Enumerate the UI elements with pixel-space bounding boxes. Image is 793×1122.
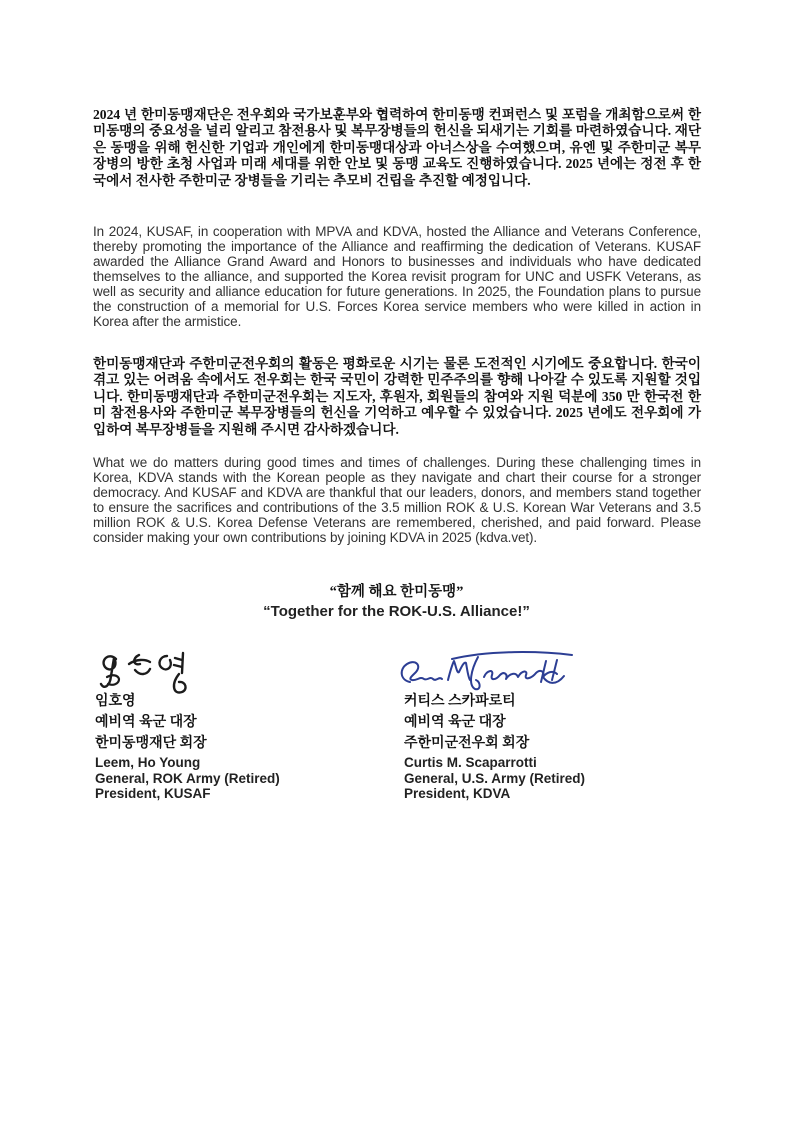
signatory-english-lines (404, 755, 585, 802)
signatory-english-name: Leem, Ho Young (95, 755, 201, 770)
slogan-english: “Together for the ROK-U.S. Alliance!” (263, 603, 530, 620)
signatory-korean-title: 한미동맹재단 회장 (95, 736, 207, 751)
signature-section (0, 645, 793, 825)
paragraph-korean-2024-activities: 2024 년 한미동맹재단은 전우회와 국가보훈부와 협력하여 한미동맹 컨퍼런스 및 포럼을 개최함으로써 한미동맹의 중요성을 널리 알리고 참전용사 및 복무장병들의 헌신을 되새기는 기회를 마련하였습니다. 재단은 동맹을 위해 헌신한 기업과 개인에게 한미동맹대상과 아너스상을 수여했으며, 유엔 및 주한미군 복무장병의 방한 초청 사업과 미래 세대를 위한 안보 및 동맹 교육도 진행하였습니다. 2025 년에는 정전 후 한국에서 전사한 주한미군 장병들을 기리는 추모비 건립을 추진할 예정입니다. (93, 107, 701, 188)
paragraph-english-2024-activities: In 2024, KUSAF, in cooperation with MPVA and KDVA, hosted the Alliance and Veterans Conference, thereby promoting the importance of the Alliance and reaffirming the dedication of Veterans. KUSAF awarded the Alliance Grand Award and Honors to businesses and individuals who have dedicated themselves to the alliance, and supported the Korea revisit program for UNC and USFK Veterans, as well as security and alliance education for future generations. In 2025, the Foundation plans to pursue the construction of a memorial for U.S. Forces Korea service members who were killed in action in Korea after the armistice. (93, 224, 701, 329)
paragraph-english-alliance-importance: What we do matters during good times and times of challenges. During these challenging times in Korea, KDVA stands with the Korean people as they navigate and chart their course for a stronger democracy. And KUSAF and KDVA are thankful that our leaders, donors, and members stand together to ensure the sacrifices and contributions of the 3.5 million ROK & U.S. Korean War Veterans and 3.5 million ROK & U.S. Korea Defense Veterans are remembered, cherished, and paid forward. Please consider making your own contributions by joining KDVA in 2025 (kdva.vet). (93, 455, 701, 545)
signatory-block-kdva-president (404, 645, 709, 820)
signatory-english-title: President, KUSAF (95, 786, 211, 801)
signatory-block-kusaf-president (95, 645, 400, 820)
signatory-english-rank: General, ROK Army (Retired) (95, 770, 280, 786)
slogan-korean: “함께 해요 한미동맹” (329, 584, 464, 600)
signatory-korean-name: 임호영 (95, 694, 136, 709)
signatory-korean-lines (95, 691, 207, 754)
signatory-english-name: Curtis M. Scaparrotti (404, 755, 537, 770)
signatory-korean-rank: 예비역 육군 대장 (404, 715, 506, 730)
paragraph-korean-alliance-importance: 한미동맹재단과 주한미군전우회의 활동은 평화로운 시기는 물론 도전적인 시기에도 중요합니다. 한국이 겪고 있는 어려움 속에서도 전우회는 한국 국민이 강력한 민주주의를 향해 나아갈 수 있도록 지원할 것입니다. 한미동맹재단과 주한미군전우회는 지도자, 후원자, 회원들의 참여와 지원 덕분에 350 만 한국전 한미 참전용사와 주한미군 복무장병들의 헌신을 기억하고 예우할 수 있었습니다. 2025 년에도 전우회에 가입하여 복무장병들을 지원해 주시면 감사하겠습니다. (93, 356, 701, 437)
signatory-korean-title: 주한미군전우회 회장 (404, 736, 530, 751)
signatory-english-title: President, KDVA (404, 786, 511, 801)
signatory-korean-rank: 예비역 육군 대장 (95, 715, 197, 730)
signatory-korean-name: 커티스 스카파로티 (404, 694, 516, 709)
signatory-english-rank: General, U.S. Army (Retired) (404, 770, 586, 786)
signatory-korean-lines (404, 691, 529, 754)
signatory-english-lines (95, 755, 280, 802)
